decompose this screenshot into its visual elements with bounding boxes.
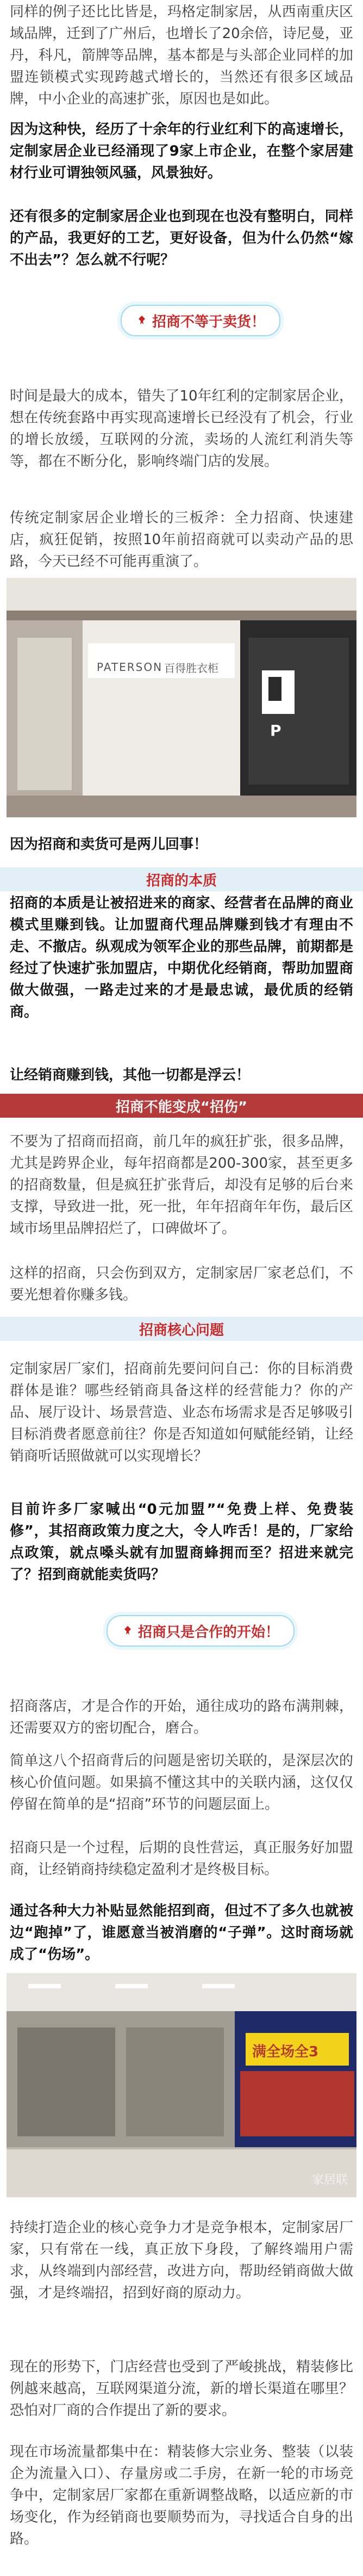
paragraph-12-highlight: 目前许多厂家喊出“0元加盟”“免费上样、免费装修”，其招商政策力度之大，令人咋舌！是的，厂家给点政策，就点嗓头就有加盟商蜂拥而至？招进来就完了？招到商就能卖货吗？ [10, 1501, 353, 1583]
paragraph-13: 招商落店，才是合作的开始，通往成功的路布满荆棘，还需要双方的密切配合，磨合。 [10, 1698, 353, 1736]
paragraph-15: 招商只是一个过程，后期的良性营运，真正服务好加盟商，让经销商持续稳定盈利才是终极目标。 [10, 1840, 353, 1878]
banner-not-sales [121, 305, 280, 336]
section-heading-core-issues [0, 1317, 363, 1341]
paragraph-2-highlight: 因为这种快，经历了十余年的行业红利下的高速增长，定制家居企业已经涌现了9家上市企业，在整个家居建材行业可谓独领风骚，风景独好。 [10, 121, 353, 181]
mall-photo-illustration [7, 1973, 356, 2197]
banner-cooperation-start [107, 1615, 295, 1647]
mall-photo [7, 1973, 356, 2197]
section-heading-essence [0, 867, 363, 891]
store-brand-en: PATERSON [97, 661, 163, 674]
paragraph-14: 简单这八个招商背后的问题是密切关联的，是深层次的核心价值问题。如果搞不懂这其中的关联内涵，这仅仅停留在简单的是“招商”环节的问题层面上。 [10, 1753, 353, 1813]
pin-icon [136, 315, 148, 326]
section-heading-text: 招商不能变成“招伤” [115, 1099, 248, 1116]
paragraph-7: 招商的本质是让被招进来的商家、经营者在品牌的商业模式里赚到钱。让加盟商代理品牌赚到钱才有理由不走、不撤店。纵观成为领军企业的那些品牌，前期都是经过了快速扩张加盟店，中期优化经销商，帮助加盟商做大做强，一路走过来的才是最忠诚，最优质的经销商。 [10, 895, 353, 1020]
paragraph-10: 这样的招商，只会伤到双方，定制家居厂家老总们，不要光想着你赚多钱。 [10, 1265, 353, 1303]
section-heading-text: 招商的本质 [146, 872, 217, 889]
store-photo [7, 578, 356, 817]
paragraph-8: 让经销商赚到钱，其他一切都是浮云！ [10, 1067, 251, 1083]
banner-text: 招商不等于卖货！ [152, 313, 266, 330]
paragraph-1: 同样的例子还比比皆是，玛格定制家居，从西南重庆区域品牌，迁到了广州后，也增长了20余倍，诗尼曼，亚丹，科凡，箭牌等品牌，基本都是与头部企业同样的加盟连锁模式实现跨越式增长的，当然还有很多区域品牌，中小企业的高速扩张，原因也是如此。 [10, 4, 353, 107]
paragraph-5: 传统定制家居企业增长的三板斧：全力招商、快速建店，疯狂促销，按照10年前招商就可以卖动产品的思路，今天已经不可能再重演了。 [10, 510, 353, 570]
paragraph-16-highlight: 通过各种大力补贴显然能招到商，但过不了多久也就被边“跑掉”了，谁愿意当被消磨的“子弹”。这时商场就成了“伤场”。 [10, 1903, 353, 1963]
store-brand-cn: 百得胜衣柜 [164, 662, 218, 675]
paragraph-6-highlight: 因为招商和卖货可是两儿回事！ [10, 836, 208, 853]
store-photo-illustration [7, 578, 356, 817]
paragraph-9: 不要为了招商而招商，前几年的疯狂扩张，很多品牌，尤其是跨界企业，每年招商都是200-300家，甚至更多的招商数量，但是疯狂扩张背后，却没有足够的后台来支撑，导致进一批，死一批，年年招商年年伤，最后区域市场里品牌招烂了，口碑做坏了。 [10, 1133, 353, 1237]
paragraph-18: 现在的形势下，门店经营也受到了严峻挑战，精装修比例越来越高，互联网渠道分流，新的增长渠道在哪里？恐怕对厂商的合作提出了新的要求。 [10, 2359, 353, 2419]
paragraph-11: 定制家居厂家们，招商前先要问问自己：你的目标消费群体是谁？哪些经销商具备这样的经营能力？你的产品、展厅设计、场景营造、业态布场需求是否足够吸引目标消费者愿意前往？你是否知道如何赋能经销，让经销商听话照做就可以实现增长？ [10, 1361, 353, 1464]
paragraph-17: 持续打造企业的核心竞争力才是竞争根本，定制家居厂家，只有常在一线，真正放下身段，了解终端用户需求，从终端到内部经营，改进方向，帮助经销商做大做强，才是终端招，招到好商的原动力。 [10, 2220, 353, 2301]
paragraph-4: 时间是最大的成本，错失了10年红利的定制家居企业，想在传统套路中再实现高速增长已经没有了机会，行业的增长放缓，互联网的分流，卖场的人流红利消失等等，都在不断分化，影响终端门店的发展。 [10, 388, 353, 470]
image-watermark: 家居联 [311, 2173, 348, 2187]
section-heading-not-harm [0, 1094, 363, 1118]
section-heading-text: 招商核心问题 [139, 1322, 224, 1339]
paragraph-3-highlight: 还有很多的定制家居企业也到现在也没有整明白，同样的产品，我更好的工艺，更好设备，但为什么仍然“嫁不出去”？怎么就不行呢？ [10, 208, 353, 268]
banner-text: 招商只是合作的开始！ [138, 1624, 280, 1641]
pin-icon [122, 1625, 134, 1637]
store-sign-logo-letter: P [270, 722, 281, 739]
mall-sign-text: 满全场全3 [252, 2044, 319, 2060]
paragraph-19: 现在市场流量都集中在：精装修大宗业务、整装（以装企为流量入口）、存量房或二手房，在新一轮的市场竞争中，定制家居厂家都在重新调整战略，以适应新的市场变化，作为经销商也要顺势而为，寻找适合自身的出路。 [10, 2444, 353, 2547]
